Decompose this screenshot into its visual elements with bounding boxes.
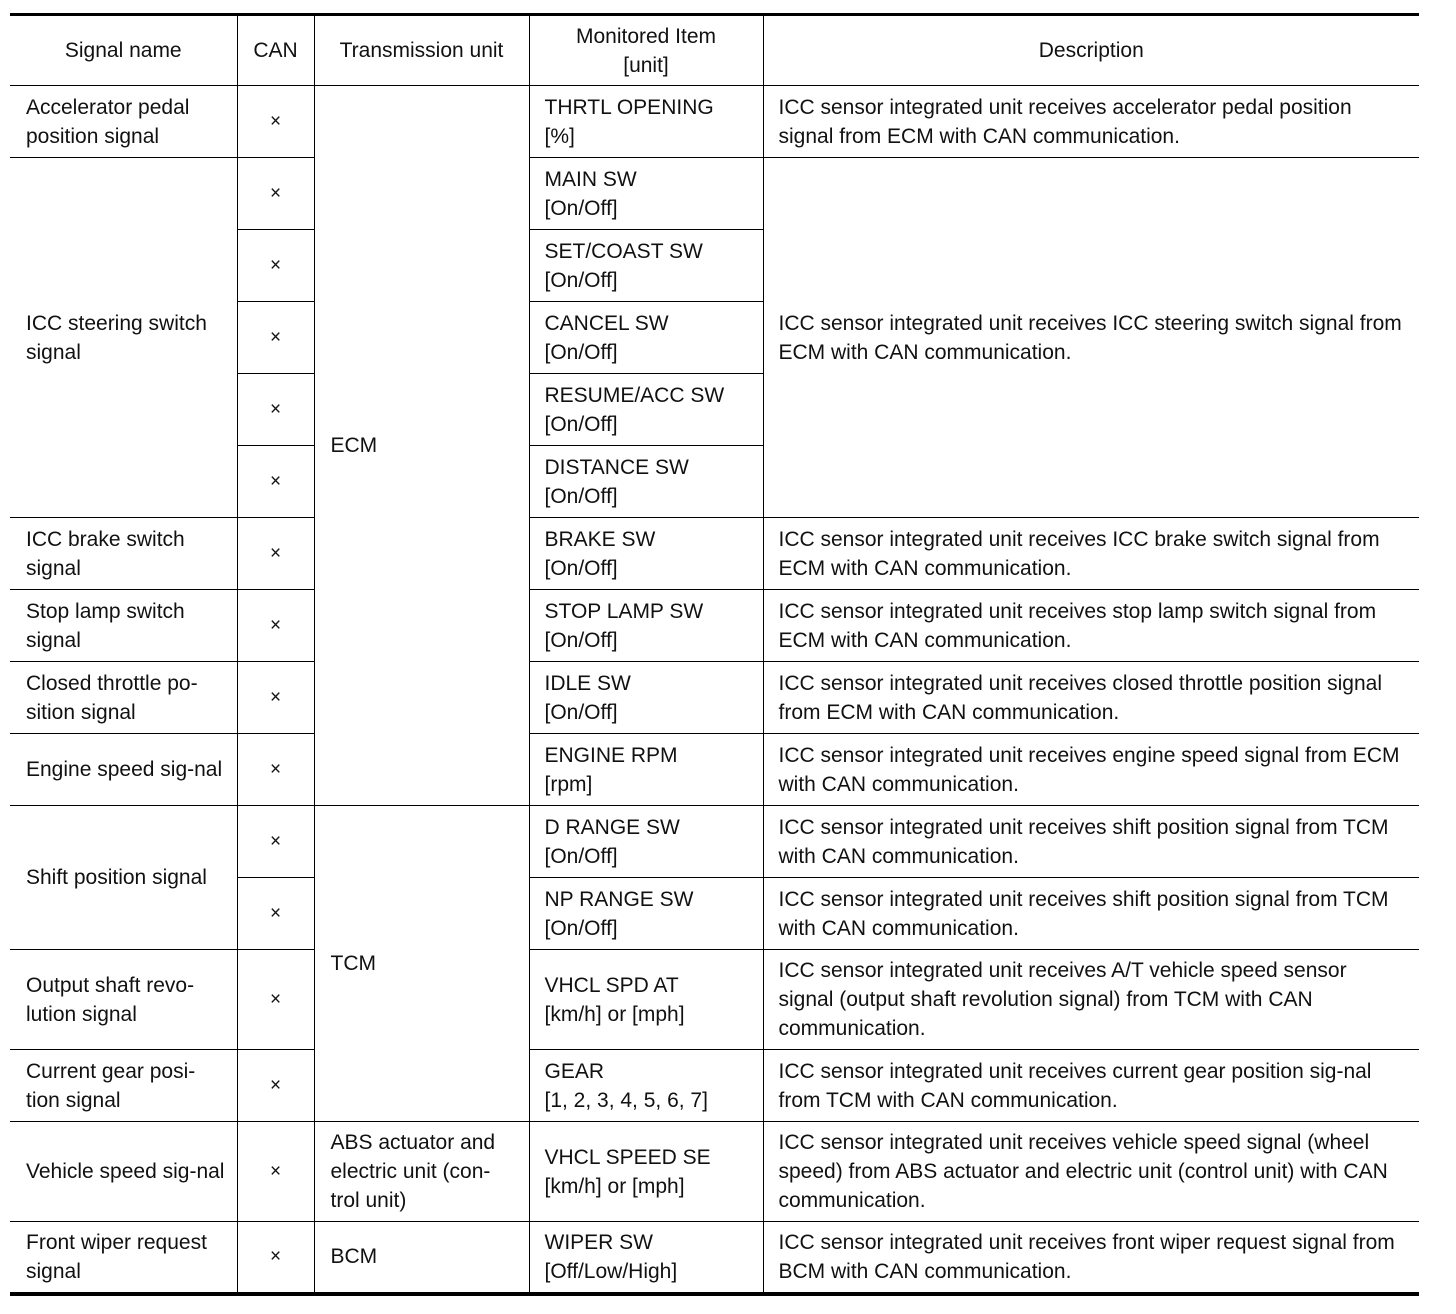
monitored-item-name: IDLE SW (544, 671, 631, 695)
description-cell: ICC sensor integrated unit receives shift position signal from TCM with CAN communication. (763, 806, 1419, 878)
monitored-item-name: RESUME/ACC SW (544, 383, 725, 407)
header-monitored-item-unit: [unit] (623, 53, 669, 77)
signal-table (10, 13, 1419, 1296)
transmission-unit-bcm: BCM (314, 1222, 529, 1294)
monitored-item-name: ENGINE RPM (544, 743, 678, 767)
table-row (10, 518, 1419, 590)
header-signal-name: Signal name (10, 15, 237, 86)
monitored-item-unit: [On/Off] (544, 700, 618, 724)
description-cell: ICC sensor integrated unit receives engine speed signal from ECM with CAN communication. (763, 734, 1419, 806)
monitored-item-cell (529, 734, 763, 806)
monitored-item-name: VHCL SPEED SE (544, 1145, 711, 1169)
monitored-item-cell (529, 86, 763, 158)
description-cell: ICC sensor integrated unit receives vehicle speed signal (wheel speed) from ABS actuator and electric unit (control unit) with CAN communication. (763, 1122, 1419, 1222)
can-mark: × (237, 806, 314, 878)
can-mark: × (237, 1050, 314, 1122)
monitored-item-unit: [Off/Low/High] (544, 1259, 678, 1283)
monitored-item-name: MAIN SW (544, 167, 637, 191)
header-can: CAN (237, 15, 314, 86)
can-mark: × (237, 950, 314, 1050)
monitored-item-cell (529, 950, 763, 1050)
monitored-item-name: CANCEL SW (544, 311, 669, 335)
header-transmission-unit: Transmission unit (314, 15, 529, 86)
monitored-item-name: THRTL OPENING (544, 95, 714, 119)
table-row (10, 806, 1419, 878)
monitored-item-name: WIPER SW (544, 1230, 653, 1254)
table-row (10, 734, 1419, 806)
signal-name-cell: Output shaft revo-lution signal (10, 950, 237, 1050)
description-cell: ICC sensor integrated unit receives stop lamp switch signal from ECM with CAN communication. (763, 590, 1419, 662)
description-cell: ICC sensor integrated unit receives ICC brake switch signal from ECM with CAN communication. (763, 518, 1419, 590)
can-mark: × (237, 446, 314, 518)
monitored-item-unit: [km/h] or [mph] (544, 1174, 685, 1198)
can-mark: × (237, 1122, 314, 1222)
monitored-item-cell (529, 518, 763, 590)
description-cell: ICC sensor integrated unit receives shift position signal from TCM with CAN communication. (763, 878, 1419, 950)
table-row (10, 1050, 1419, 1122)
signal-name-cell: Front wiper request signal (10, 1222, 237, 1294)
can-mark: × (237, 878, 314, 950)
can-mark: × (237, 590, 314, 662)
table-row (10, 1122, 1419, 1222)
table-row (10, 662, 1419, 734)
monitored-item-name: NP RANGE SW (544, 887, 694, 911)
can-mark: × (237, 518, 314, 590)
signal-name-cell: Stop lamp switch signal (10, 590, 237, 662)
signal-name-cell: Current gear posi-tion signal (10, 1050, 237, 1122)
monitored-item-name: DISTANCE SW (544, 455, 689, 479)
monitored-item-unit: [On/Off] (544, 916, 618, 940)
monitored-item-cell (529, 1122, 763, 1222)
transmission-unit-tcm: TCM (314, 806, 529, 1122)
monitored-item-cell (529, 158, 763, 230)
monitored-item-cell (529, 1222, 763, 1294)
monitored-item-unit: [km/h] or [mph] (544, 1002, 685, 1026)
monitored-item-cell (529, 1050, 763, 1122)
description-cell: ICC sensor integrated unit receives ICC steering switch signal from ECM with CAN communication. (763, 158, 1419, 518)
monitored-item-unit: [rpm] (544, 772, 593, 796)
table-row (10, 590, 1419, 662)
monitored-item-name: VHCL SPD AT (544, 973, 679, 997)
monitored-item-unit: [1, 2, 3, 4, 5, 6, 7] (544, 1088, 708, 1112)
description-cell: ICC sensor integrated unit receives current gear position sig-nal from TCM with CAN communication. (763, 1050, 1419, 1122)
signal-name-cell: Closed throttle po-sition signal (10, 662, 237, 734)
monitored-item-cell (529, 662, 763, 734)
can-mark: × (237, 158, 314, 230)
monitored-item-name: GEAR (544, 1059, 605, 1083)
signal-name-cell: Engine speed sig-nal (10, 734, 237, 806)
header-monitored-item-label: Monitored Item (575, 24, 717, 48)
header-description: Description (763, 15, 1419, 86)
description-cell: ICC sensor integrated unit receives closed throttle position signal from ECM with CAN communication. (763, 662, 1419, 734)
can-mark: × (237, 662, 314, 734)
can-mark: × (237, 374, 314, 446)
monitored-item-cell (529, 806, 763, 878)
monitored-item-unit: [On/Off] (544, 484, 618, 508)
monitored-item-cell (529, 590, 763, 662)
monitored-item-name: BRAKE SW (544, 527, 656, 551)
monitored-item-name: D RANGE SW (544, 815, 680, 839)
can-mark: × (237, 230, 314, 302)
table-row (10, 86, 1419, 158)
signal-name-cell: ICC steering switch signal (10, 158, 237, 518)
signal-name-cell: ICC brake switch signal (10, 518, 237, 590)
header-row (10, 15, 1419, 86)
signal-name-cell: Shift position signal (10, 806, 237, 950)
monitored-item-unit: [On/Off] (544, 268, 618, 292)
monitored-item-cell (529, 230, 763, 302)
table-row (10, 950, 1419, 1050)
description-cell: ICC sensor integrated unit receives A/T vehicle speed sensor signal (output shaft revolution signal) from TCM with CAN communication. (763, 950, 1419, 1050)
monitored-item-unit: [On/Off] (544, 196, 618, 220)
monitored-item-unit: [On/Off] (544, 556, 618, 580)
signal-name-cell: Accelerator pedal position signal (10, 86, 237, 158)
monitored-item-unit: [On/Off] (544, 340, 618, 364)
monitored-item-cell (529, 302, 763, 374)
monitored-item-cell (529, 446, 763, 518)
monitored-item-name: STOP LAMP SW (544, 599, 704, 623)
header-monitored-item (529, 15, 763, 86)
monitored-item-unit: [On/Off] (544, 412, 618, 436)
monitored-item-cell (529, 374, 763, 446)
monitored-item-unit: [%] (544, 124, 575, 148)
can-mark: × (237, 734, 314, 806)
monitored-item-unit: [On/Off] (544, 844, 618, 868)
can-mark: × (237, 302, 314, 374)
signal-name-cell: Vehicle speed sig-nal (10, 1122, 237, 1222)
description-cell: ICC sensor integrated unit receives front wiper request signal from BCM with CAN communication. (763, 1222, 1419, 1294)
table-row (10, 1222, 1419, 1294)
table-row (10, 158, 1419, 230)
description-cell: ICC sensor integrated unit receives accelerator pedal position signal from ECM with CAN communication. (763, 86, 1419, 158)
transmission-unit-abs: ABS actuator and electric unit (con-trol unit) (314, 1122, 529, 1222)
monitored-item-unit: [On/Off] (544, 628, 618, 652)
can-mark: × (237, 1222, 314, 1294)
can-mark: × (237, 86, 314, 158)
monitored-item-name: SET/COAST SW (544, 239, 703, 263)
transmission-unit-ecm: ECM (314, 86, 529, 806)
monitored-item-cell (529, 878, 763, 950)
